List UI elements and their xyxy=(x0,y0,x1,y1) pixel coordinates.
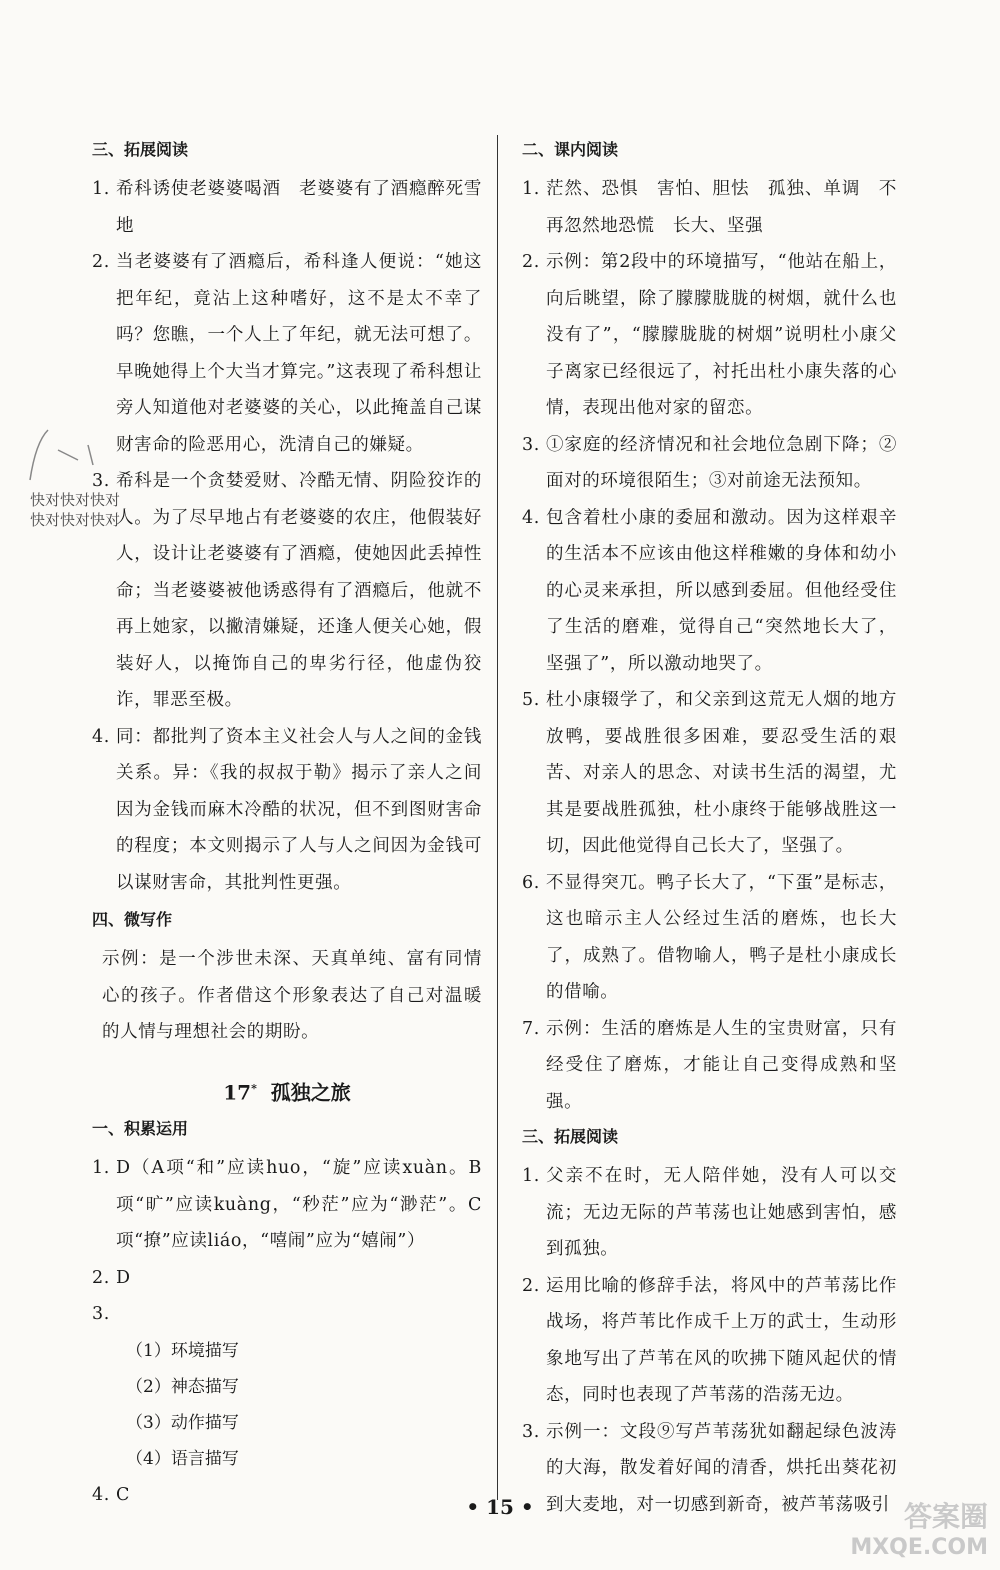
list-item: 1. D（A项“和”应读huo，“旋”应读xuàn。B项“旷”应读kuàng，“秒茫”应为“渺茫”。C项“撩”应读liáo，“嘻闹”应为“嬉闹”） xyxy=(92,1158,482,1252)
list-item: 4. 包含着杜小康的委屈和激动。因为这样艰辛的生活本不应该由他这样稚嫩的身体和幼小的心灵来承担，所以感到委屈。但他经受住了生活的磨难，觉得自己“突然地长大了，坚强了”，所以激动地哭了。 xyxy=(522,507,897,674)
section-heading: 二、课内阅读 xyxy=(522,140,619,159)
list-item: 4. C xyxy=(92,1484,130,1505)
section-heading: 四、微写作 xyxy=(92,910,173,929)
list-item: 3. xyxy=(92,1304,110,1325)
list-item: 3. 希科是一个贪婪爱财、冷酷无情、阴险狡诈的人。为了尽早地占有老婆婆的农庄，他假装好人，设计让老婆婆有了酒瘾，使她因此丢掉性命；当老婆婆被他诱惑得有了酒瘾后，他就不再上她家，以撇清嫌疑，还逢人便关心她，假装好人，以掩饰自己的卑劣行径，他虚伪狡诈，罪恶至极。 xyxy=(92,471,482,710)
list-item: 2. D xyxy=(92,1267,131,1288)
list-item: 2. 示例：第2段中的环境描写，“他站在船上，向后眺望，除了朦朦胧胧的树烟，就什么也没有了”，“朦朦胧胧的树烟”说明杜小康父子离家已经很远了，衬托出杜小康失落的心情，表现出他对家的留恋。 xyxy=(522,252,897,418)
list-item: 3. ①家庭的经济情况和社会地位急剧下降；②面对的环境很陌生；③对前途无法预知。 xyxy=(522,434,897,491)
list-item: 3. 示例一：文段⑨写芦苇荡犹如翻起绿色波涛的大海，散发着好闻的清香，烘托出葵花初到大麦地，对一切感到新奇，被芦苇荡吸引 xyxy=(522,1421,897,1515)
list-item: 2. 运用比喻的修辞手法，将风中的芦苇荡比作战场，将芦苇比作成千上万的武士，生动形象地写出了芦苇在风的吹拂下随风起伏的情态，同时也表现了芦苇荡的浩荡无边。 xyxy=(522,1275,897,1405)
list-item: 7. 示例：生活的磨炼是人生的宝贵财富，只有经受住了磨炼，才能让自己变得成熟和坚强。 xyxy=(522,1018,897,1112)
corner-logo: 答案圈 MXQE.COM xyxy=(850,1500,988,1560)
watermark: 快对快对快对 快对快对快对 xyxy=(30,491,121,529)
sub-item: （1）环境描写 xyxy=(126,1340,239,1361)
pen-scribble-mark xyxy=(18,420,98,490)
column-divider xyxy=(497,135,498,1500)
left-column xyxy=(92,135,482,1513)
section-heading: 一、积累运用 xyxy=(92,1119,189,1139)
right-column xyxy=(522,135,897,1523)
section-heading: 三、拓展阅读 xyxy=(522,1127,619,1146)
sub-item: （3）动作描写 xyxy=(126,1412,239,1433)
list-item: 5. 杜小康辍学了，和父亲到这荒无人烟的地方放鸭，要战胜很多困难，要忍受生活的艰苦、对亲人的思念、对读书生活的渴望，尤其是要战胜孤独，杜小康终于能够战胜这一切，因此他觉得自己长大了，坚强了。 xyxy=(522,690,897,856)
list-item: 1. 茫然、恐惧 害怕、胆怯 孤独、单调 不再忽然地恐慌 长大、坚强 xyxy=(522,179,897,236)
list-item: 2. 当老婆婆有了酒瘾后，希科逢人便说：“她这把年纪，竟沾上这种嗜好，这不是太不幸了吗？您瞧，一个人上了年纪，就无法可想了。早晚她得上个大当才算完。”这表现了希科想让旁人知道他对老婆婆的关心，以此掩盖自己谋财害命的险恶用心，洗清自己的嫌疑。 xyxy=(92,252,482,455)
sub-item: （2）神态描写 xyxy=(126,1376,239,1397)
section-heading: 三、拓展阅读 xyxy=(92,140,189,159)
list-item: 1. 希科诱使老婆婆喝酒 老婆婆有了酒瘾醉死雪地 xyxy=(92,179,482,236)
lesson-title: 17* 孤独之旅 xyxy=(223,1080,351,1105)
page-number: • 15 • xyxy=(466,1495,534,1519)
list-item: 1. 父亲不在时，无人陪伴她，没有人可以交流；无边无际的芦苇荡也让她感到害怕，感到孤独。 xyxy=(522,1166,897,1259)
paragraph: 示例：是一个涉世未深、天真单纯、富有同情心的孩子。作者借这个形象表达了自己对温暖的人情与理想社会的期盼。 xyxy=(102,949,482,1042)
sub-item: （4）语言描写 xyxy=(126,1448,239,1469)
list-item: 6. 不显得突兀。鸭子长大了，“下蛋”是标志，这也暗示主人公经过生活的磨炼，也长大了，成熟了。借物喻人，鸭子是杜小康成长的借喻。 xyxy=(522,872,897,1002)
list-item: 4. 同：都批判了资本主义社会人与人之间的金钱关系。异：《我的叔叔于勒》揭示了亲人之间因为金钱而麻木冷酷的状况，但不到图财害命的程度；本文则揭示了人与人之间因为金钱可以谋财害命，其批判性更强。 xyxy=(92,726,482,893)
